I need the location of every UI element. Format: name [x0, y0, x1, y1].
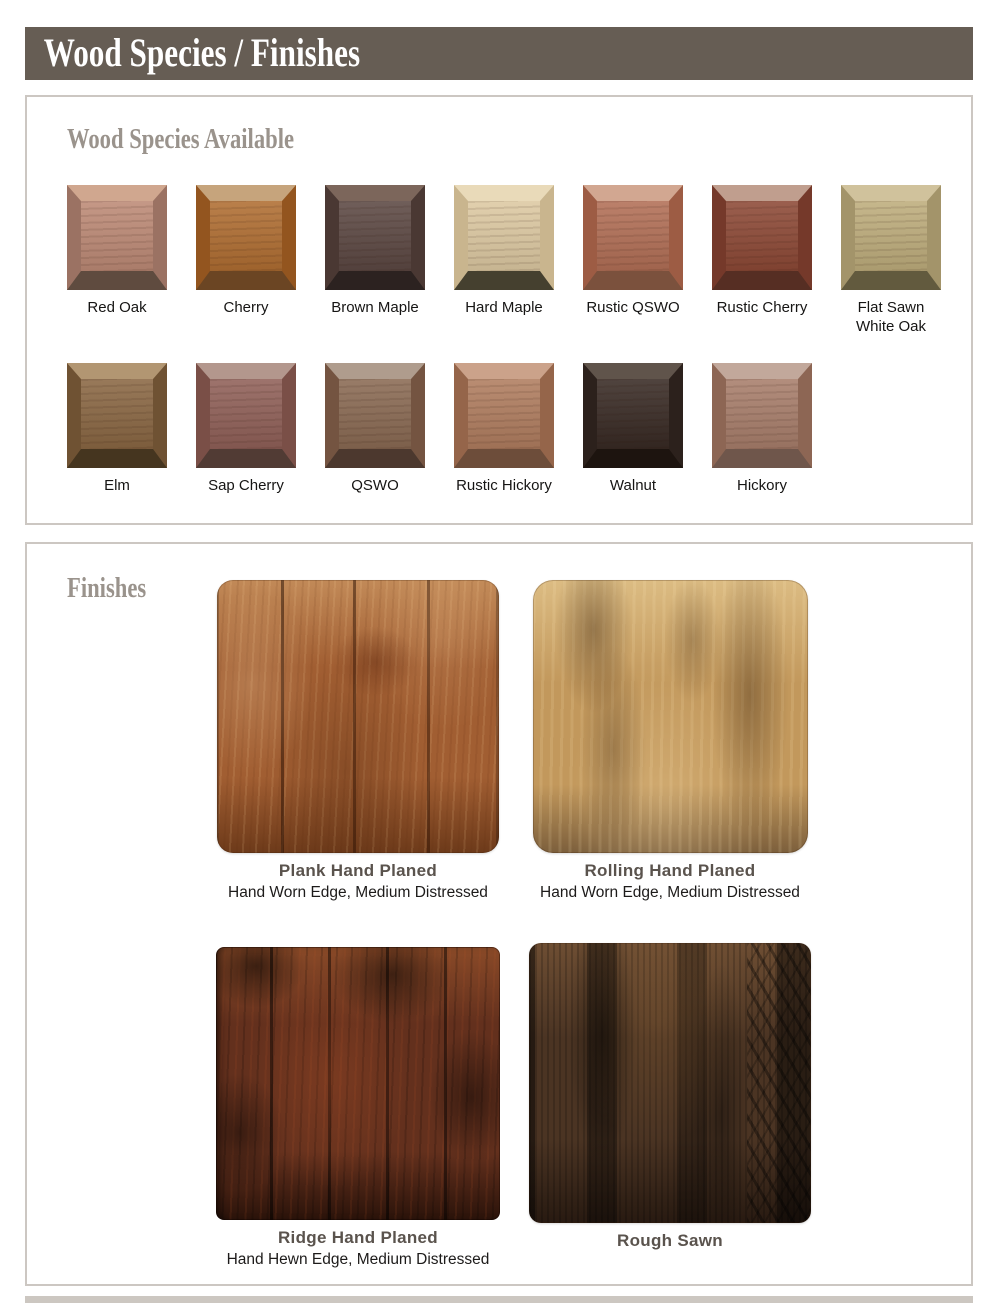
finish-title: Plank Hand Planed	[278, 861, 438, 880]
finish-caption	[227, 1228, 490, 1269]
finish-caption	[540, 861, 800, 902]
finish-title: Rolling Hand Planed	[584, 861, 756, 880]
finish-figure	[193, 580, 523, 902]
species-label: Cherry	[223, 299, 269, 316]
wood-swatch-image	[325, 363, 425, 468]
wood-swatch-image	[196, 185, 296, 290]
finish-figure	[505, 943, 835, 1251]
finish-title: Ridge Hand Planed	[277, 1228, 438, 1247]
finish-title: Rough Sawn	[617, 1231, 723, 1250]
species-label: Elm	[104, 477, 130, 494]
species-label: Red Oak	[87, 299, 147, 316]
species-item	[712, 185, 812, 337]
finish-subtitle: Hand Worn Edge, Medium Distressed	[540, 884, 800, 901]
wood-swatch-image	[712, 363, 812, 468]
species-item	[196, 185, 296, 337]
species-item	[583, 185, 683, 337]
species-label: Sap Cherry	[208, 477, 284, 494]
finish-image	[533, 580, 808, 853]
wood-swatch-image	[196, 363, 296, 468]
species-item	[712, 363, 812, 496]
finish-image	[529, 943, 811, 1223]
wood-swatch-image	[67, 363, 167, 468]
species-label: Rustic Cherry	[716, 299, 808, 316]
species-label: Rustic Hickory	[456, 477, 552, 494]
wood-swatch-image	[712, 185, 812, 290]
page-header-bar	[25, 27, 973, 80]
page-title: Wood Species / Finishes	[43, 30, 361, 75]
species-row-1	[67, 185, 941, 337]
wood-species-section	[25, 95, 973, 525]
species-item	[454, 363, 554, 496]
finish-image	[217, 580, 499, 853]
wood-swatch-image	[454, 363, 554, 468]
wood-swatch-image	[67, 185, 167, 290]
finish-subtitle: Hand Worn Edge, Medium Distressed	[228, 884, 488, 901]
finish-caption	[228, 861, 488, 902]
species-label: Flat Sawn White Oak	[855, 299, 927, 335]
species-label: Rustic QSWO	[586, 299, 680, 316]
wood-swatch-image	[454, 185, 554, 290]
finish-image	[216, 947, 500, 1220]
species-label: Walnut	[609, 477, 657, 494]
finish-caption	[617, 1231, 723, 1251]
species-label: Brown Maple	[331, 299, 419, 316]
next-section-edge	[25, 1296, 973, 1303]
wood-species-heading: Wood Species Available	[67, 123, 295, 155]
finishes-section	[25, 542, 973, 1286]
species-item	[67, 185, 167, 337]
species-item	[841, 185, 941, 337]
finish-subtitle: Hand Hewn Edge, Medium Distressed	[226, 1251, 490, 1268]
species-item	[67, 363, 167, 496]
species-label: Hard Maple	[465, 299, 543, 316]
species-item	[196, 363, 296, 496]
finish-figure	[505, 580, 835, 902]
wood-swatch-image	[325, 185, 425, 290]
species-item	[325, 185, 425, 337]
species-label: QSWO	[351, 477, 399, 494]
species-item	[454, 185, 554, 337]
species-item	[583, 363, 683, 496]
wood-swatch-image	[583, 363, 683, 468]
wood-swatch-image	[841, 185, 941, 290]
species-row-2	[67, 363, 812, 496]
species-label: Hickory	[736, 477, 787, 494]
finishes-heading: Finishes	[67, 572, 147, 604]
finish-figure	[193, 947, 523, 1269]
wood-swatch-image	[583, 185, 683, 290]
species-item	[325, 363, 425, 496]
